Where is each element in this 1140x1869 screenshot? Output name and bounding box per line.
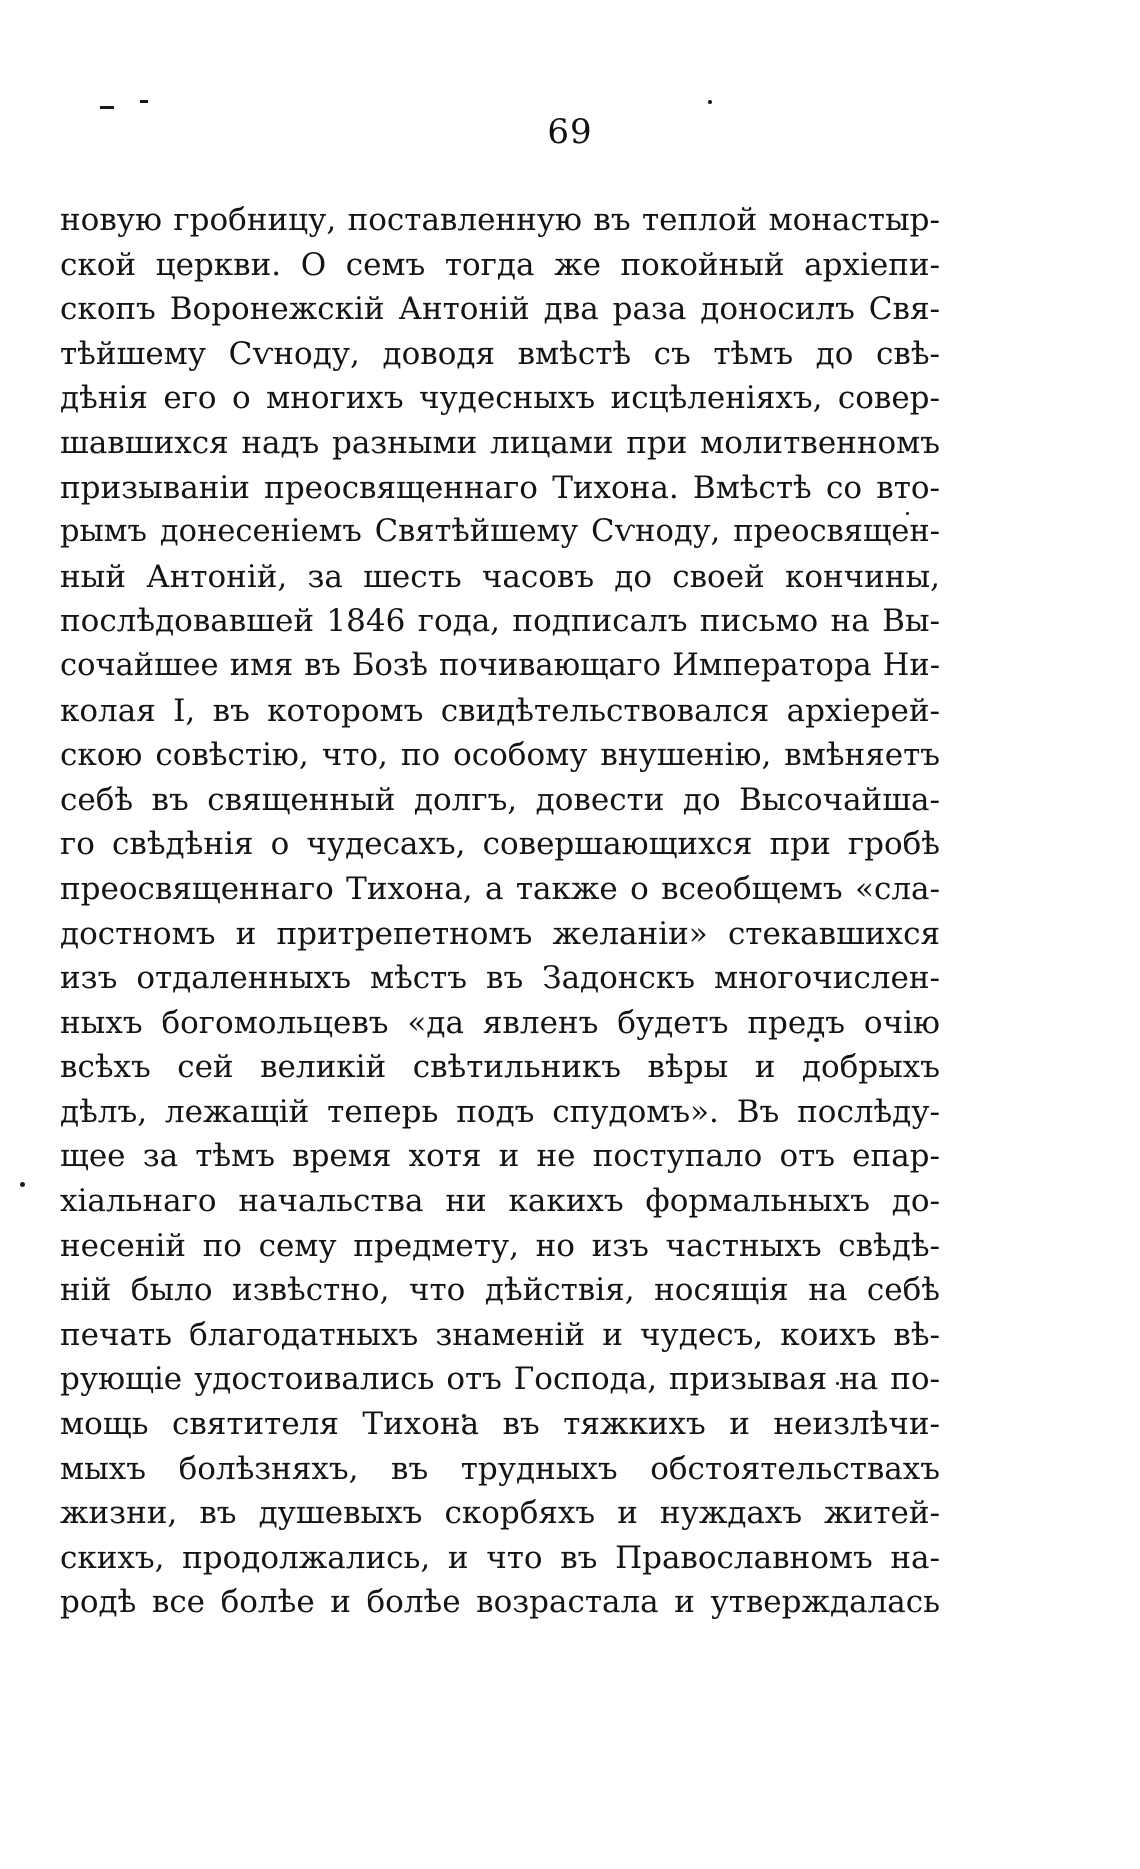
body-text — [60, 198, 940, 1625]
text-line: го свѣдѣнія о чудесахъ, совершающихся при гробѣ — [60, 826, 940, 863]
text-line: жизни, въ душевыхъ скорбяхъ и нуждахъ житей- — [60, 1495, 940, 1532]
text-line: дѣнія его о многихъ чудесныхъ исцѣленіяхъ, совер- — [60, 380, 940, 417]
text-line: скихъ, продолжались, и что въ Православномъ на- — [60, 1539, 940, 1576]
print-speck — [708, 100, 712, 104]
text-line: печать благодатныхъ знаменій и чудесъ, коихъ вѣ- — [60, 1316, 940, 1353]
print-speck — [140, 100, 148, 103]
text-line: скопъ Воронежскій Антоній два раза доносилъ Свя- — [60, 291, 940, 328]
text-line: рующіе удостоивались отъ Господа, призывая на по- — [60, 1361, 940, 1398]
text-line: достномъ и притрепетномъ желаніи» стекавшихся — [60, 915, 940, 952]
text-line: послѣдовавшей 1846 года, подписалъ письмо на Вы- — [60, 603, 940, 640]
text-line: ской церкви. О семъ тогда же покойный архіепи- — [60, 246, 940, 283]
text-line: преосвященнаго Тихона, а также о всеобщемъ «сла- — [60, 870, 940, 907]
text-line: себѣ въ священный долгъ, довести до Высочайша- — [60, 781, 940, 818]
text-line: всѣхъ сей великій свѣтильникъ вѣры и добрыхъ — [60, 1049, 940, 1086]
text-line: щее за тѣмъ время хотя и не поступало отъ епар- — [60, 1138, 940, 1175]
text-line: призываніи преосвященнаго Тихона. Вмѣстѣ со вто- — [60, 469, 940, 506]
print-speck — [100, 106, 114, 109]
text-line: новую гробницу, поставленную въ теплой монастыр- — [60, 202, 940, 238]
text-line: несеній по сему предмету, но изъ частныхъ свѣдѣ- — [60, 1227, 940, 1264]
print-speck — [20, 1182, 25, 1187]
text-line: мощь святителя Тихона въ тяжкихъ и неизлѣчи- — [60, 1406, 940, 1443]
text-line: шавшихся надъ разными лицами при молитвенномъ — [60, 424, 940, 461]
text-line: мыхъ болѣзняхъ, въ трудныхъ обстоятельствахъ — [60, 1450, 940, 1487]
text-line: сочайшее имя въ Бозѣ почивающаго Императора Ни- — [60, 647, 940, 683]
page-number: 69 — [547, 112, 593, 152]
text-line: колая I, въ которомъ свидѣтельствовался архіерей- — [60, 692, 940, 729]
text-line: тѣйшему Сѵноду, доводя вмѣстѣ съ тѣмъ до свѣ- — [60, 335, 940, 372]
text-line: скою совѣстію, что, по особому внушенію, вмѣняетъ — [60, 737, 940, 774]
text-line: рымъ донесеніемъ Святѣйшему Сѵноду, преосвящен- — [60, 514, 940, 550]
text-line: хіальнаго начальства ни какихъ формальныхъ до- — [60, 1183, 940, 1220]
text-line: ныхъ богомольцевъ «да явленъ будетъ предъ очію — [60, 1004, 940, 1041]
text-line: ный Антоній, за шесть часовъ до своей кончины, — [60, 558, 940, 595]
text-line: изъ отдаленныхъ мѣстъ въ Задонскъ многочислен- — [60, 960, 940, 997]
text-line: дѣлъ, лежащій теперь подъ спудомъ». Въ послѣду- — [60, 1093, 940, 1130]
text-line: родѣ все болѣе и болѣе возрастала и утверждалась — [60, 1584, 940, 1621]
text-line: ній было извѣстно, что дѣйствія, носящія на себѣ — [60, 1272, 940, 1309]
